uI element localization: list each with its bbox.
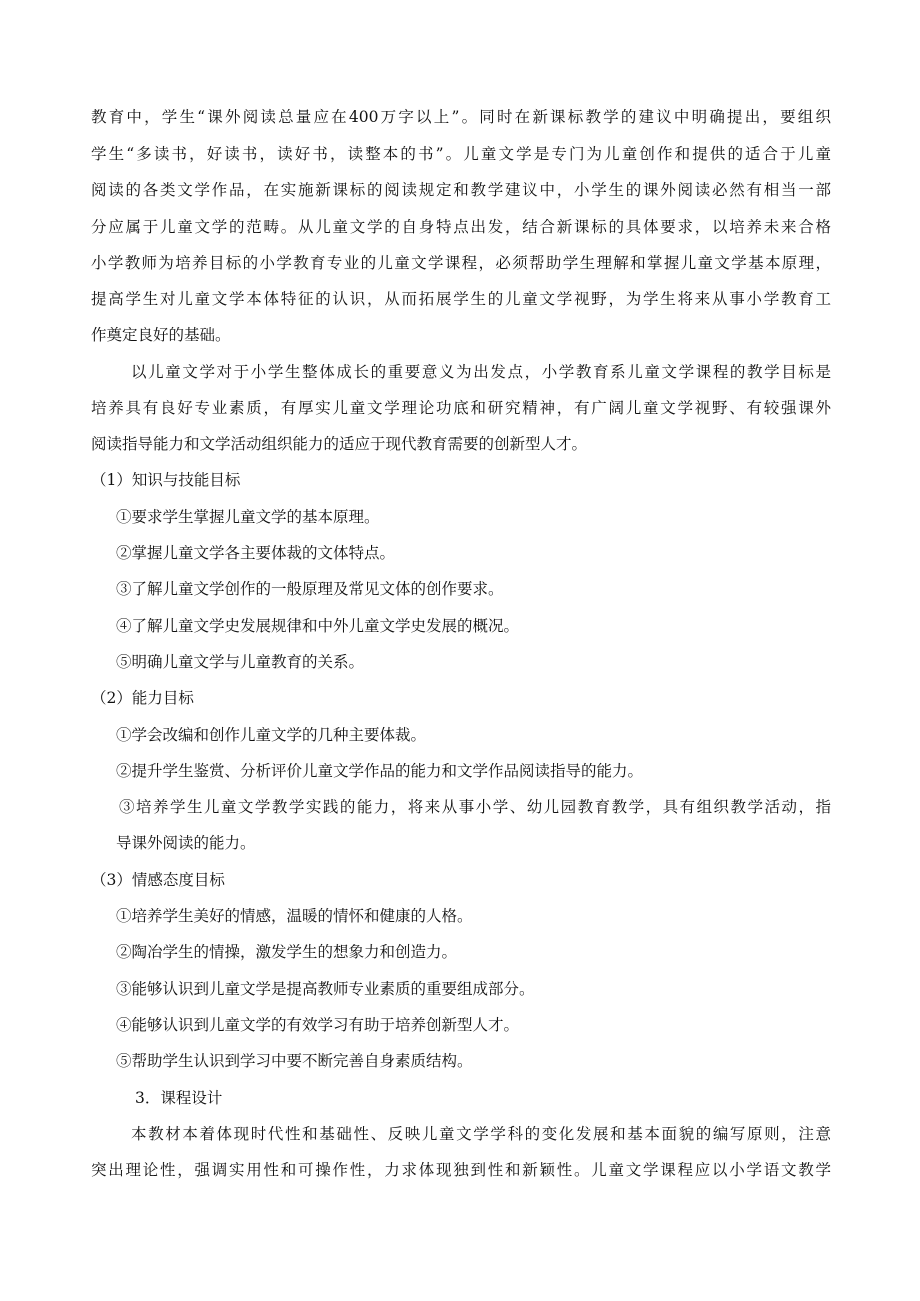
section-4-heading: 3．课程设计 — [135, 1089, 223, 1107]
section-1-item-4: ④了解儿童文学史发展规律和中外儿童文学史发展的概况。 — [116, 617, 520, 635]
section-3-item-5: ⑤帮助学生认识到学习中要不断完善自身素质结构。 — [116, 1052, 473, 1070]
paragraph-1-line-3: 阅读的各类文学作品，在实施新课标的阅读规定和教学建议中，小学生的课外阅读必然有相当一部 — [91, 181, 831, 199]
section-1-item-5: ⑤明确儿童文学与儿童教育的关系。 — [116, 653, 365, 671]
section-1-item-3: ③了解儿童文学创作的一般原理及常见文体的创作要求。 — [116, 580, 504, 598]
section-1-item-2: ②掌握儿童文学各主要体裁的文体特点。 — [116, 544, 396, 562]
paragraph-1-line-7: 作奠定良好的基础。 — [91, 326, 231, 344]
paragraph-1-line-2: 学生“多读书，好读书，读好书，读整本的书”。儿童文学是专门为儿童创作和提供的适合于儿童 — [91, 145, 831, 163]
paragraph-1-line-5: 小学教师为培养目标的小学教育专业的儿童文学课程，必须帮助学生理解和掌握儿童文学基本原理， — [91, 254, 831, 272]
section-2-item-3-line-1: ③培养学生儿童文学教学实践的能力，将来从事小学、幼儿园教育教学，具有组织教学活动，指 — [119, 798, 831, 816]
section-3-item-4: ④能够认识到儿童文学的有效学习有助于培养创新型人才。 — [116, 1016, 520, 1034]
paragraph-2-line-2: 培养具有良好专业素质，有厚实儿童文学理论功底和研究精神，有广阔儿童文学视野、有较强课外 — [91, 399, 831, 417]
section-3-item-3: ③能够认识到儿童文学是提高教师专业素质的重要组成部分。 — [116, 980, 535, 998]
section-1-item-1: ①要求学生掌握儿童文学的基本原理。 — [116, 508, 380, 526]
section-2-item-2: ②提升学生鉴赏、分析评价儿童文学作品的能力和文学作品阅读指导的能力。 — [116, 762, 644, 780]
section-3-item-2: ②陶冶学生的情操，激发学生的想象力和创造力。 — [116, 943, 458, 961]
section-3-heading: （3）情感态度目标 — [91, 871, 225, 889]
paragraph-1-line-1: 教育中，学生“课外阅读总量应在400万字以上”。同时在新课标教学的建议中明确提出，要组织 — [91, 108, 831, 126]
paragraph-1-line-4: 分应属于儿童文学的范畴。从儿童文学的自身特点出发，结合新课标的具体要求，以培养未来合格 — [91, 218, 831, 236]
section-4-line-1: 本教材本着体现时代性和基础性、反映儿童文学学科的变化发展和基本面貌的编写原则，注意 — [131, 1125, 831, 1143]
section-4-line-2: 突出理论性，强调实用性和可操作性，力求体现独到性和新颖性。儿童文学课程应以小学语文教学 — [91, 1161, 831, 1179]
paragraph-1-line-6: 提高学生对儿童文学本体特征的认识，从而拓展学生的儿童文学视野，为学生将来从事小学教育工 — [91, 290, 831, 308]
section-3-item-1: ①培养学生美好的情感，温暖的情怀和健康的人格。 — [116, 907, 473, 925]
paragraph-2-line-1: 以儿童文学对于小学生整体成长的重要意义为出发点，小学教育系儿童文学课程的教学目标是 — [131, 363, 831, 381]
paragraph-2-line-3: 阅读指导能力和文学活动组织能力的适应于现代教育需要的创新型人才。 — [91, 435, 588, 453]
section-1-heading: （1）知识与技能目标 — [91, 471, 241, 489]
section-2-item-3-line-2: 导课外阅读的能力。 — [116, 834, 256, 852]
section-2-item-1: ①学会改编和创作儿童文学的几种主要体裁。 — [116, 726, 427, 744]
section-2-heading: （2）能力目标 — [91, 689, 194, 707]
